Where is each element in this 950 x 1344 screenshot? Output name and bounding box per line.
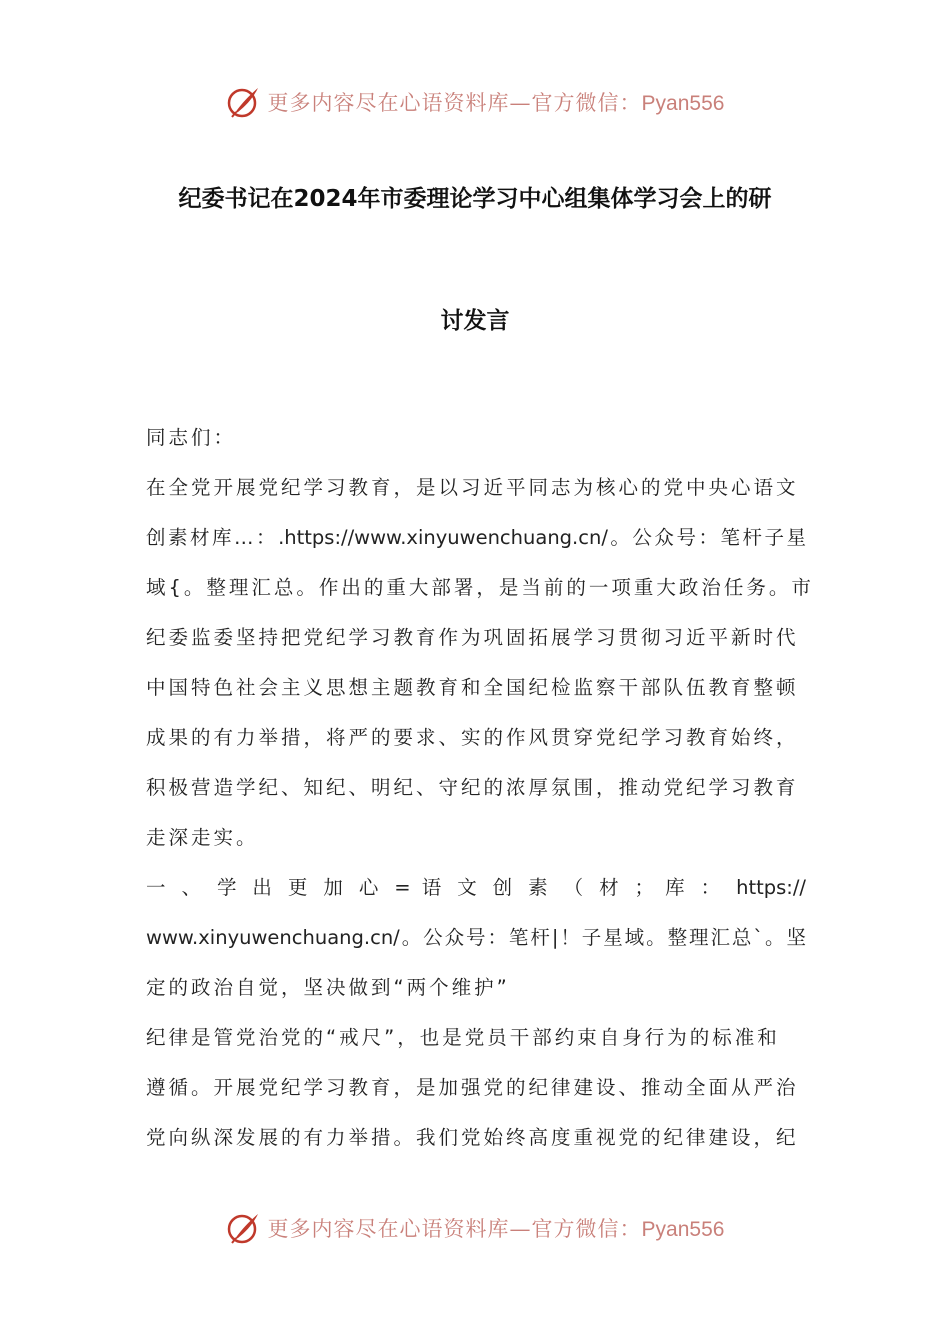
body-line: 同志们： xyxy=(146,426,237,449)
section-heading: 一 、 学 出 更 加 心 = 语 文 创 素 （ 材 ； 库 ： https:// xyxy=(146,876,806,899)
body-line: 纪律是管党治党的“戒尺”，也是党员干部约束自身行为的标准和 xyxy=(146,1026,780,1049)
body-line: 在全党开展党纪学习教育，是以习近平同志为核心的党中央心语文 xyxy=(146,476,799,499)
footer-banner xyxy=(0,1208,950,1248)
header-banner xyxy=(0,82,950,122)
banner-text: 更多内容尽在心语资料库—官方微信：Pyan556 xyxy=(267,91,725,115)
body-line: 纪委监委坚持把党纪学习教育作为巩固拓展学习贯彻习近平新时代 xyxy=(146,626,799,649)
body-line: 走深走实。 xyxy=(146,826,259,849)
document-title-line-2: 讨发言 xyxy=(440,308,510,334)
section-heading: 定的政治自觉，坚决做到“两个维护” xyxy=(146,976,510,999)
body-line: 中国特色社会主义思想主题教育和全国纪检监察干部队伍教育整顿 xyxy=(146,676,799,699)
body-line: 遵循。开展党纪学习教育，是加强党的纪律建设、推动全面从严治 xyxy=(146,1076,799,1099)
body-line: 党向纵深发展的有力举措。我们党始终高度重视党的纪律建设，纪 xyxy=(146,1126,799,1149)
body-line: 积极营造学纪、知纪、明纪、守纪的浓厚氛围，推动党纪学习教育 xyxy=(146,776,799,799)
document-title-line-1: 纪委书记在2024年市委理论学习中心组集体学习会上的研 xyxy=(178,186,772,212)
quill-pen-icon xyxy=(226,1210,262,1246)
body-line: 域{。整理汇总。作出的重大部署，是当前的一项重大政治任务。市 xyxy=(146,576,814,599)
section-heading: www.xinyuwenchuang.cn/。公众号：笔杆|！子星域。整理汇总`。坚 xyxy=(146,926,806,949)
body-line: 成果的有力举措，将严的要求、实的作风贯穿党纪学习教育始终， xyxy=(146,726,799,749)
body-line: 创素材库…：.https://www.xinyuwenchuang.cn/。公众号：笔杆子星 xyxy=(146,526,806,549)
wechat-id: Pyan556 xyxy=(641,92,725,115)
banner-text: 更多内容尽在心语资料库—官方微信：Pyan556 xyxy=(267,1217,725,1241)
quill-pen-icon xyxy=(226,84,262,120)
wechat-id: Pyan556 xyxy=(641,1218,725,1241)
